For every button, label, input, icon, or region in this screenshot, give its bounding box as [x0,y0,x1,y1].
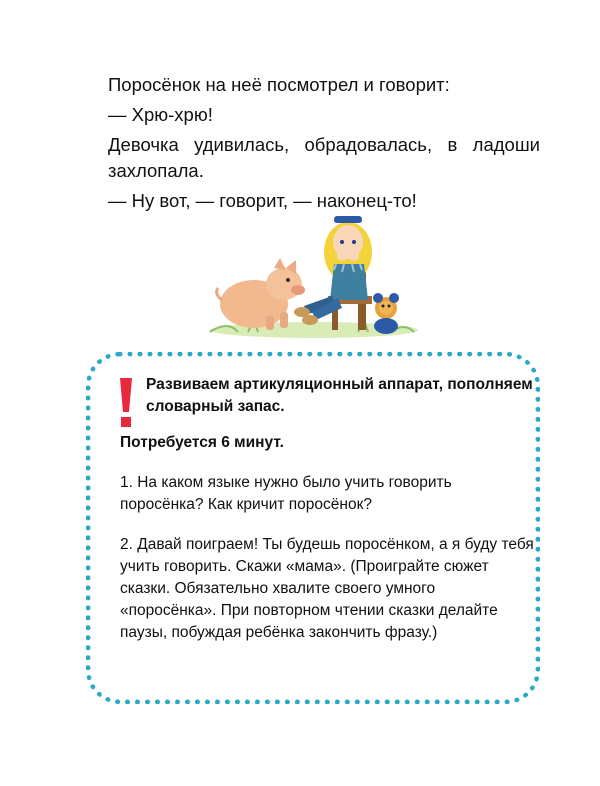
story-line-4: — Ну вот, — говорит, — наконец-то! [108,190,417,211]
piglet-figure [217,258,305,330]
story-text [108,72,540,218]
tip-item-1: 1. На каком языке нужно было учить говорить поросёнка? Как кричит поросёнок? [120,474,452,513]
teddy-bear-figure [373,293,399,334]
tip-time: Потребуется 6 минут. [120,434,284,451]
girl-and-piglet-illustration [208,208,420,338]
story-line-2: — Хрю-хрю! [108,104,213,125]
story-line-3: Девочка удивилась, обрадовалась, в ладоши захлопала. [108,134,540,181]
tip-heading: Развиваем артикуляционный аппарат, пополняем словарный запас. [146,376,533,415]
story-line-1: Поросёнок на неё посмотрел и говорит: [108,74,450,95]
tip-content [120,374,534,644]
tip-item-2: 2. Давай поиграем! Ты будешь поросёнком, а я буду тебя учить говорить. Скажи «мама». (Проиграйте сюжет сказки. Обязательно хвалите своего умного «поросёнка». При повторном чтении сказки делайте паузы, побуждая ребёнка закончить фразу.) [120,536,534,641]
